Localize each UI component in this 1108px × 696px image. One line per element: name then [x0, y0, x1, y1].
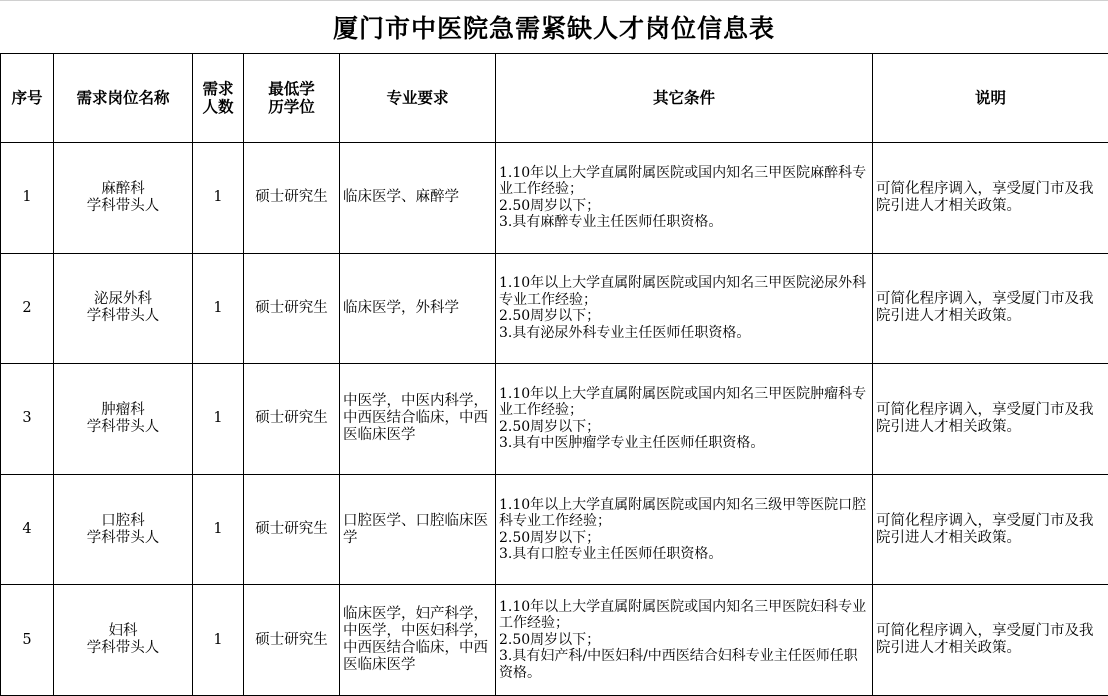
cell-note: 可简化程序调入，享受厦门市及我院引进人才相关政策。: [873, 474, 1108, 585]
cell-education: 硕士研究生: [244, 143, 340, 254]
post-name: 妇科: [108, 623, 138, 640]
cell-major: 临床医学，妇产科学，中医学，中医妇科学，中西医结合临床，中西医临床医学: [340, 585, 496, 696]
cell-other-conditions: [496, 364, 873, 475]
table-row: [1, 364, 1108, 475]
cell-count: 1: [193, 474, 244, 585]
condition-1: 1.10年以上大学直属附属医院或国内知名三甲医院泌尿外科专业工作经验；: [499, 275, 867, 308]
header-row: [1, 54, 1108, 143]
condition-2: 2.50周岁以下；: [499, 418, 601, 435]
condition-1: 1.10年以上大学直属附属医院或国内知名三甲医院肿瘤科专业工作经验；: [499, 385, 867, 419]
cell-count: 1: [193, 585, 244, 696]
table-row: [1, 143, 1108, 254]
post-role: 学科带头人: [86, 418, 160, 435]
cell-note: 可简化程序调入，享受厦门市及我院引进人才相关政策。: [873, 585, 1108, 696]
condition-2: 2.50周岁以下；: [499, 529, 601, 546]
col-header-education: [244, 54, 340, 143]
col-header-education-line2: 历学位: [268, 97, 315, 116]
col-header-major: 专业要求: [340, 54, 496, 143]
col-header-education-line1: 最低学: [268, 79, 315, 98]
cell-post: [54, 253, 193, 364]
cell-education: 硕士研究生: [244, 253, 340, 364]
post-name: 泌尿外科: [94, 291, 152, 308]
post-name: 肿瘤科: [101, 401, 145, 418]
cell-seq: 1: [1, 143, 54, 254]
condition-3: 3.具有泌尿外科专业主任医师任职资格。: [499, 324, 751, 341]
cell-post: [54, 474, 193, 585]
post-name: 口腔科: [101, 512, 145, 529]
table-row: [1, 585, 1108, 696]
table-row: [1, 474, 1108, 585]
cell-other-conditions: [496, 143, 873, 254]
cell-seq: 2: [1, 253, 54, 364]
condition-3: 3.具有麻醉专业主任医师任职资格。: [499, 214, 723, 231]
col-header-count-line2: 人数: [202, 97, 234, 116]
post-role: 学科带头人: [86, 640, 160, 657]
cell-count: 1: [193, 253, 244, 364]
cell-major: 口腔医学、口腔临床医学: [340, 474, 496, 585]
condition-2: 2.50周岁以下；: [499, 631, 601, 648]
cell-other-conditions: [496, 253, 873, 364]
col-header-post: 需求岗位名称: [54, 54, 193, 143]
post-role: 学科带头人: [86, 197, 160, 214]
table-row: [1, 253, 1108, 364]
col-header-count: [193, 54, 244, 143]
col-header-other-conditions: 其它条件: [496, 54, 873, 143]
cell-post: [54, 585, 193, 696]
cell-major: 临床医学、麻醉学: [340, 143, 496, 254]
col-header-count-line1: 需求: [202, 79, 234, 98]
col-header-seq: 序号: [1, 54, 54, 143]
cell-seq: 3: [1, 364, 54, 475]
condition-1: 1.10年以上大学直属附属医院或国内知名三级甲等医院口腔科专业工作经验；: [499, 496, 867, 530]
condition-3: 3.具有妇产科/中医妇科/中西医结合妇科专业主任医师任职资格。: [499, 648, 858, 681]
condition-1: 1.10年以上大学直属附属医院或国内知名三甲医院妇科专业工作经验；: [499, 598, 867, 632]
positions-table: [0, 53, 1108, 696]
cell-seq: 4: [1, 474, 54, 585]
cell-count: 1: [193, 364, 244, 475]
cell-note: 可简化程序调入，享受厦门市及我院引进人才相关政策。: [873, 143, 1108, 254]
post-name: 麻醉科: [101, 180, 145, 197]
cell-post: [54, 364, 193, 475]
cell-education: 硕士研究生: [244, 585, 340, 696]
cell-note: 可简化程序调入，享受厦门市及我院引进人才相关政策。: [873, 364, 1108, 475]
post-role: 学科带头人: [86, 529, 160, 546]
page-title: 厦门市中医院急需紧缺人才岗位信息表: [0, 0, 1108, 53]
condition-3: 3.具有中医肿瘤学专业主任医师任职资格。: [499, 435, 765, 452]
col-header-note: 说明: [873, 54, 1108, 143]
cell-other-conditions: [496, 585, 873, 696]
condition-2: 2.50周岁以下；: [499, 308, 601, 325]
cell-note: 可简化程序调入，享受厦门市及我院引进人才相关政策。: [873, 253, 1108, 364]
condition-2: 2.50周岁以下；: [499, 197, 601, 214]
cell-count: 1: [193, 143, 244, 254]
cell-education: 硕士研究生: [244, 364, 340, 475]
cell-seq: 5: [1, 585, 54, 696]
cell-major: 临床医学，外科学: [340, 253, 496, 364]
cell-other-conditions: [496, 474, 873, 585]
cell-major: 中医学，中医内科学，中西医结合临床，中西医临床医学: [340, 364, 496, 475]
post-role: 学科带头人: [86, 308, 160, 325]
cell-post: [54, 143, 193, 254]
cell-education: 硕士研究生: [244, 474, 340, 585]
condition-3: 3.具有口腔专业主任医师任职资格。: [499, 546, 723, 563]
condition-1: 1.10年以上大学直属附属医院或国内知名三甲医院麻醉科专业工作经验；: [499, 164, 867, 198]
